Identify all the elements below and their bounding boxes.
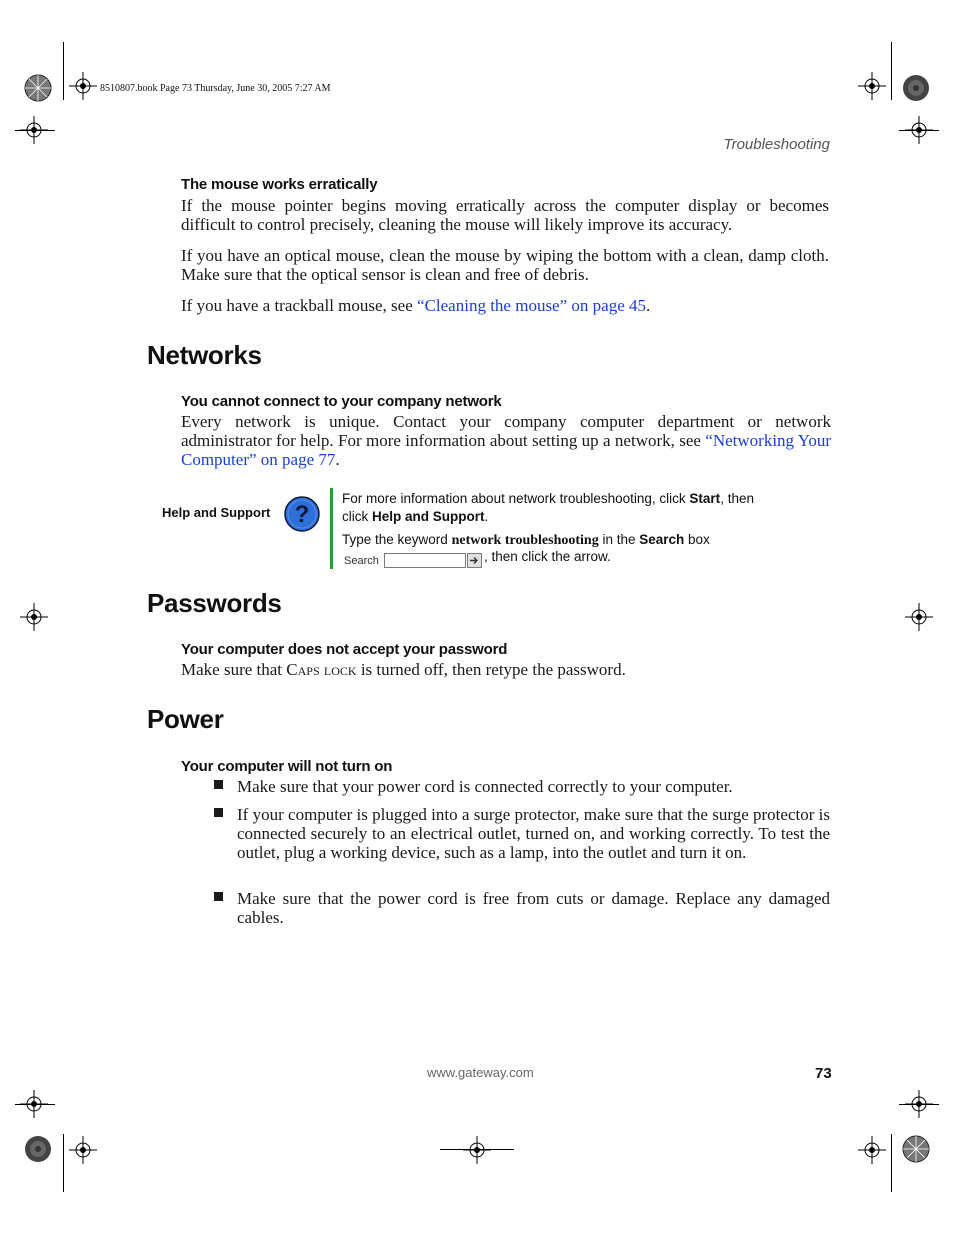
passwords-paragraph xyxy=(181,660,831,679)
networks-title: Networks xyxy=(147,340,262,370)
registration-target-icon xyxy=(69,72,97,100)
help-support-keyword: Help and Support xyxy=(372,509,485,524)
power-title: Power xyxy=(147,704,224,734)
networks-paragraph-text: Every network is unique. Contact your company computer department or network administrator for help. For more information about setting up a network, see xyxy=(181,412,831,450)
page-number: 73 xyxy=(815,1065,832,1082)
list-item xyxy=(214,777,834,797)
help-search-keyword: Search xyxy=(639,532,685,547)
mouse-paragraph-3 xyxy=(181,296,829,315)
bullet-text: If your computer is plugged into a surge protector, make sure that the surge protector is connected securely to an electrical outlet, turned on, and working correctly. To test the outlet, plug a working device, such as a lamp, into the outlet and turn it on. xyxy=(237,805,830,862)
help-support-label: Help and Support xyxy=(162,505,271,520)
networks-paragraph-end: . xyxy=(335,450,340,469)
help-line3-text: Type the keyword xyxy=(342,532,452,547)
help-text-1 xyxy=(342,490,782,526)
running-head: Troubleshooting xyxy=(723,136,830,153)
help-line1-end: , then xyxy=(720,491,754,506)
starburst-mark-icon xyxy=(24,1135,52,1163)
help-keyword: network troubleshooting xyxy=(451,533,599,548)
starburst-mark-icon xyxy=(902,74,930,102)
passwords-heading: Your computer does not accept your password xyxy=(181,641,508,658)
registration-target-icon xyxy=(69,1136,97,1164)
help-text-3: , then click the arrow. xyxy=(484,549,611,564)
bullet-icon xyxy=(214,780,223,789)
help-line3-end: box xyxy=(684,532,710,547)
power-heading: Your computer will not turn on xyxy=(181,758,393,775)
starburst-mark-icon xyxy=(24,74,52,102)
networks-paragraph xyxy=(181,412,831,469)
registration-target-icon xyxy=(858,72,886,100)
mouse-paragraph-3-text: If you have a trackball mouse, see xyxy=(181,296,418,315)
list-item xyxy=(214,805,834,885)
help-start-keyword: Start xyxy=(689,491,721,506)
starburst-mark-icon xyxy=(902,1135,930,1163)
networking-link[interactable]: “Networking Your Computer” on page 77 xyxy=(181,431,832,469)
passwords-title: Passwords xyxy=(147,588,282,618)
passwords-paragraph-text: Make sure that xyxy=(181,660,287,679)
svg-text:?: ? xyxy=(294,501,310,528)
help-line3-mid: in the xyxy=(598,532,640,547)
search-arrow-icon[interactable] xyxy=(467,553,482,568)
mouse-paragraph-1: If the mouse pointer begins moving erratically across the computer display or becomes difficult to control precisely, cleaning the mouse will likely improve its accuracy. xyxy=(181,196,829,234)
search-label: Search xyxy=(344,555,379,567)
registration-target-icon xyxy=(20,603,48,631)
mouse-paragraph-2: If you have an optical mouse, clean the mouse by wiping the bottom with a clean, damp cloth. Make sure that the optical sensor is clean and free of debris. xyxy=(181,246,829,284)
cleaning-mouse-link[interactable]: “Cleaning the mouse” on page 45 xyxy=(417,296,646,315)
registration-target-icon xyxy=(905,603,933,631)
footer-url: www.gateway.com xyxy=(427,1065,534,1080)
registration-target-icon xyxy=(905,116,933,144)
bullet-icon xyxy=(214,892,223,901)
help-rule xyxy=(330,488,333,569)
search-input[interactable] xyxy=(384,553,466,568)
registration-target-icon xyxy=(905,1090,933,1118)
bullet-text: Make sure that your power cord is connected correctly to your computer. xyxy=(237,777,733,796)
networks-heading: You cannot connect to your company network xyxy=(181,393,502,410)
mouse-paragraph-3-end: . xyxy=(646,296,651,315)
registration-target-icon xyxy=(463,1136,491,1164)
bullet-text: Make sure that the power cord is free from cuts or damage. Replace any damaged cables. xyxy=(237,889,830,927)
registration-target-icon xyxy=(858,1136,886,1164)
caps-lock-key: Caps lock xyxy=(286,660,357,679)
help-line2-end: . xyxy=(484,509,489,524)
passwords-paragraph-end: is turned off, then retype the password. xyxy=(356,660,626,679)
registration-target-icon xyxy=(20,116,48,144)
registration-target-icon xyxy=(20,1090,48,1118)
mouse-heading: The mouse works erratically xyxy=(181,176,378,193)
list-item xyxy=(214,889,834,929)
help-line2-text: click xyxy=(342,509,372,524)
help-line1-text: For more information about network troubleshooting, click xyxy=(342,491,690,506)
help-question-icon xyxy=(284,496,320,532)
bullet-icon xyxy=(214,808,223,817)
print-header: 8510807.book Page 73 Thursday, June 30, 2005 7:27 AM xyxy=(100,83,331,94)
